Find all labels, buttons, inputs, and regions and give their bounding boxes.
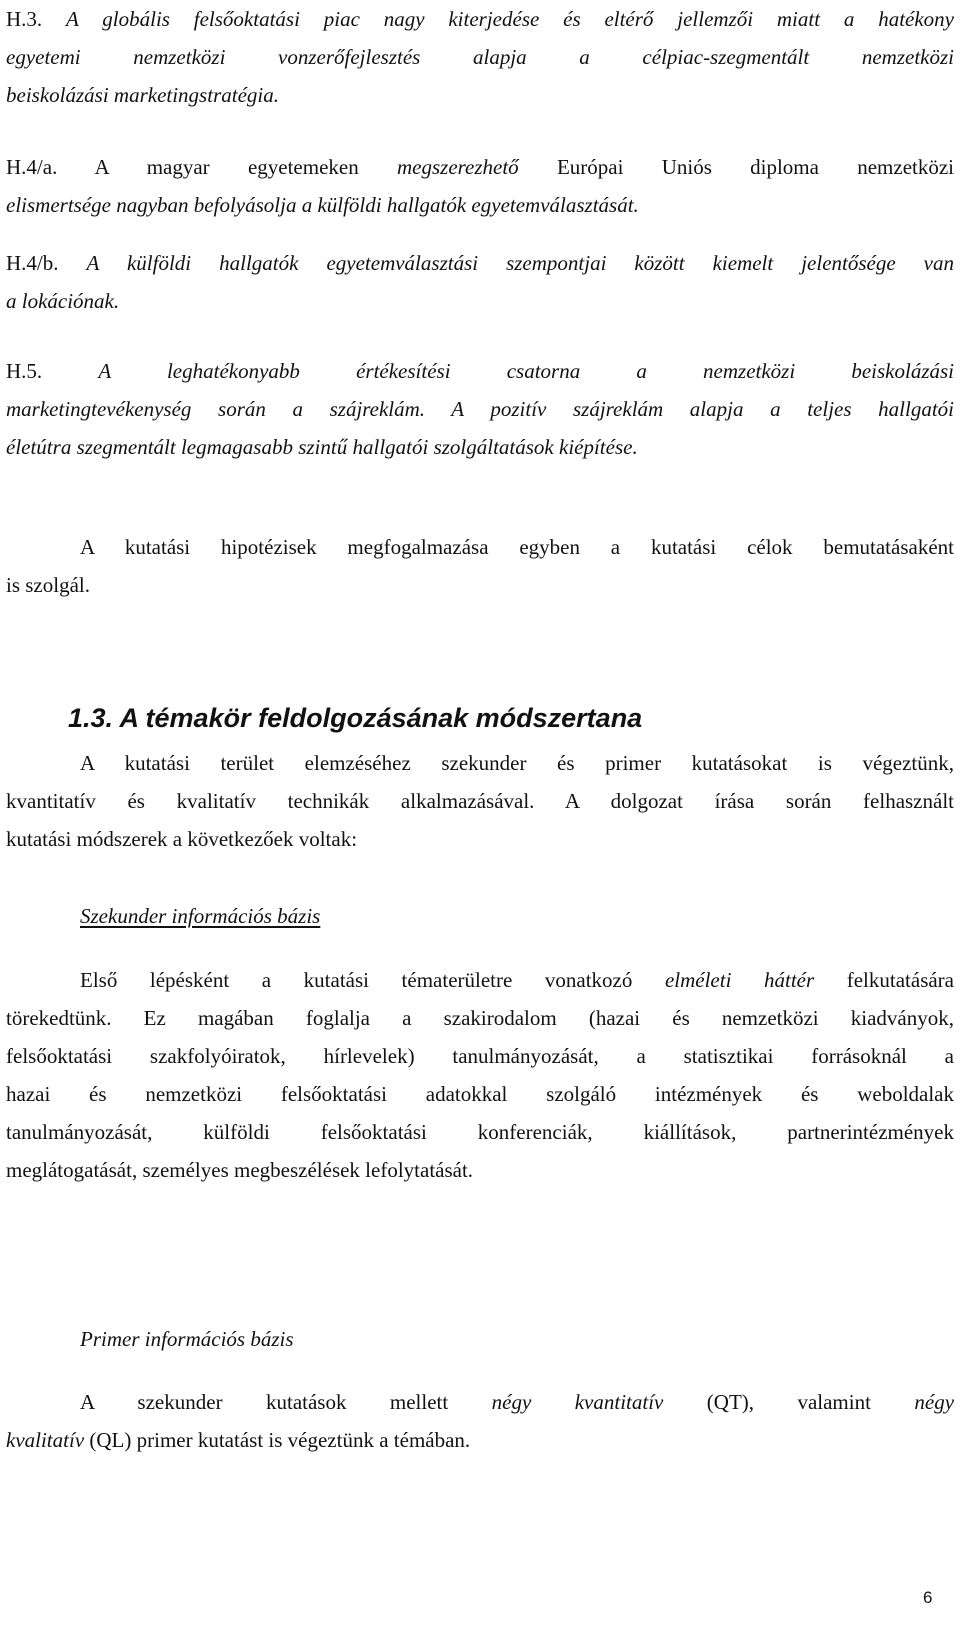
- hypothesis-text-italic: megszerezhető: [396, 155, 519, 179]
- secondary-paragraph: [6, 961, 954, 1189]
- hypothesis-h5-line: marketingtevékenység során a szájreklám. A pozitív szájreklám alapja a teljes hallgatói: [6, 397, 954, 421]
- hypothesis-h3-line: [6, 0, 954, 38]
- primary-text-italic: kvalitatív: [6, 1428, 85, 1452]
- primary-line: [6, 1383, 954, 1421]
- hypothesis-h5-line: életútra szegmentált legmagasabb szintű hallgatói szolgáltatások kiépítése.: [6, 435, 638, 459]
- secondary-line: tanulmányozását, külföldi felsőoktatási konferenciák, kiállítások, partnerintézmények: [6, 1120, 954, 1144]
- hypothesis-text: A külföldi hallgatók egyetemválasztási szempontjai között kiemelt jelentősége van: [86, 251, 955, 275]
- methods-line: kutatási módszerek a következőek voltak:: [6, 827, 358, 851]
- secondary-line: hazai és nemzetközi felsőoktatási adatokkal szolgáló intézmények és weboldalak: [6, 1082, 954, 1106]
- section-heading: [68, 700, 642, 736]
- hypothesis-h3-line: beiskolázási marketingstratégia.: [6, 83, 279, 107]
- hypothesis-label: H.4/b.: [6, 251, 59, 275]
- hypothesis-h4b-line: [6, 244, 954, 282]
- primary-text: (QL) primer kutatást is végeztünk a témában.: [89, 1428, 471, 1452]
- primary-heading: Primer információs bázis: [80, 1327, 294, 1351]
- section-title: A témakör feldolgozásának módszertana: [119, 703, 643, 733]
- hypothesis-h5: [6, 352, 954, 466]
- secondary-line: [6, 961, 954, 999]
- primary-text-italic: négy: [914, 1390, 955, 1414]
- primary-text: A szekunder kutatások mellett: [80, 1390, 449, 1414]
- hypothesis-h3-line: egyetemi nemzetközi vonzerőfejlesztés alapja a célpiac-szegmentált nemzetközi: [6, 45, 954, 69]
- hypothesis-text: Európai Uniós diploma nemzetközi: [556, 155, 955, 179]
- intro-line: is szolgál.: [6, 573, 90, 597]
- primary-text: (QT), valamint: [706, 1390, 871, 1414]
- methods-paragraph: [6, 744, 954, 858]
- intro-paragraph: [6, 528, 954, 604]
- hypothesis-label: H.4/a.: [6, 155, 58, 179]
- secondary-text: Első lépésként a kutatási tématerületre vonatkozó: [80, 968, 633, 992]
- secondary-line: törekedtünk. Ez magában foglalja a szakirodalom (hazai és nemzetközi kiadványok,: [6, 1006, 954, 1030]
- methods-line: A kutatási terület elemzéséhez szekunder és primer kutatásokat is végeztünk,: [80, 751, 954, 775]
- hypothesis-h5-line: [6, 352, 954, 390]
- hypothesis-h4a-line: [6, 148, 954, 186]
- primary-line: [6, 1421, 954, 1459]
- hypothesis-text: A magyar egyetemeken: [94, 155, 359, 179]
- hypothesis-h4a: [6, 148, 954, 224]
- section-number: 1.3.: [68, 703, 114, 733]
- hypothesis-text: A globális felsőoktatási piac nagy kiterjedése és eltérő jellemzői miatt a hatékony: [66, 7, 954, 31]
- hypothesis-h4b: [6, 244, 954, 320]
- secondary-text-italic: elméleti háttér: [664, 968, 815, 992]
- primary-paragraph: [6, 1383, 954, 1459]
- hypothesis-label: H.5.: [6, 359, 43, 383]
- secondary-line: meglátogatását, személyes megbeszélések lefolytatását.: [6, 1158, 474, 1182]
- secondary-text: felkutatására: [846, 968, 955, 992]
- primary-text-italic: négy kvantitatív: [491, 1390, 664, 1414]
- intro-line: A kutatási hipotézisek megfogalmazása egyben a kutatási célok bemutatásaként: [80, 535, 954, 559]
- secondary-line: felsőoktatási szakfolyóiratok, hírlevelek) tanulmányozását, a statisztikai forrásoknál a: [6, 1044, 954, 1068]
- methods-line: kvantitatív és kvalitatív technikák alkalmazásával. A dolgozat írása során felhasznált: [6, 789, 954, 813]
- page-number: 6: [923, 1588, 933, 1607]
- hypothesis-label: H.3.: [6, 7, 43, 31]
- hypothesis-h3: [6, 0, 954, 114]
- secondary-heading: Szekunder információs bázis: [80, 904, 321, 928]
- hypothesis-h4b-line: a lokációnak.: [6, 289, 120, 313]
- hypothesis-h4a-line: elismertsége nagyban befolyásolja a külföldi hallgatók egyetemválasztását.: [6, 193, 639, 217]
- hypothesis-text: A leghatékonyabb értékesítési csatorna a nemzetközi beiskolázási: [98, 359, 954, 383]
